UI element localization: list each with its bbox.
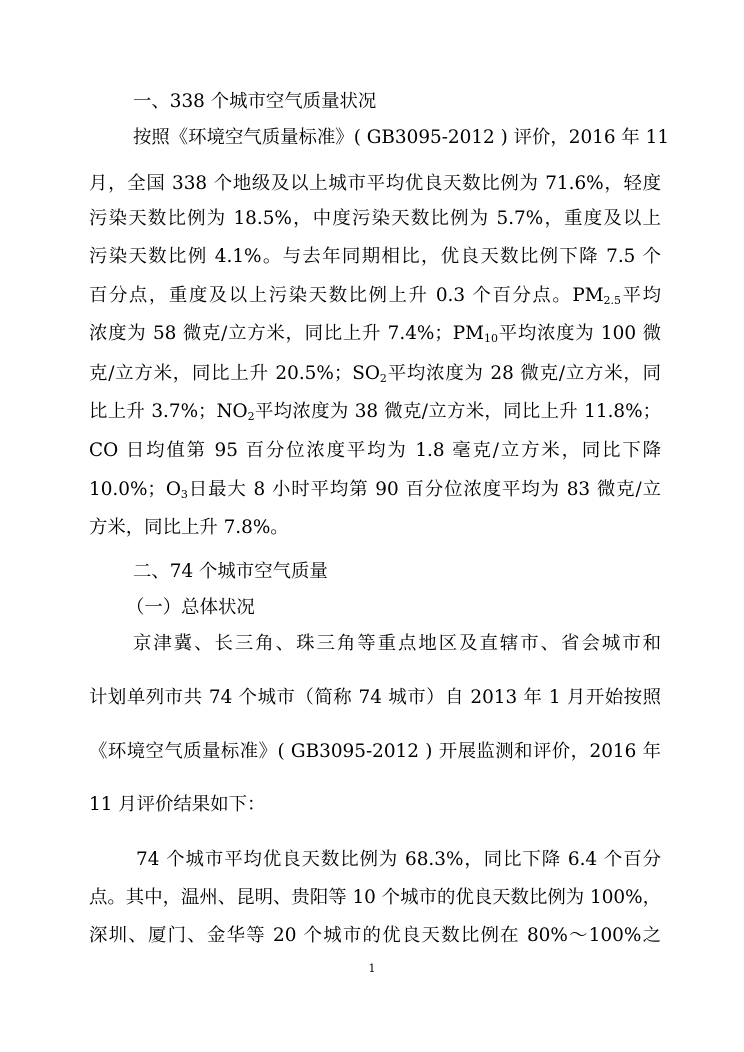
section2-subheading: （一）总体状况 [126, 597, 255, 618]
body-line: 深圳、厦门、金华等 20 个城市的优良天数比例在 80%～100%之 [89, 925, 661, 946]
body-line: 74 个城市平均优良天数比例为 68.3%，同比下降 6.4 个百分 [136, 849, 661, 870]
body-line: 按照《环境空气质量标准》( GB3095-2012 ) 评价，2016 年 11 [133, 127, 670, 148]
body-line: 月，全国 338 个地级及以上城市平均优良天数比例为 71.6%，轻度 [89, 173, 661, 194]
page-number: 1 [368, 962, 376, 975]
body-line: 京津冀、长三角、珠三角等重点地区及直辖市、省会城市和 [133, 633, 661, 654]
body-line: 11 月评价结果如下： [89, 794, 266, 815]
body-line: 污染天数比例为 18.5%，中度污染天数比例为 5.7%，重度及以上 [89, 208, 661, 229]
body-line: 点。其中，温州、昆明、贵阳等 10 个城市的优良天数比例为 100%， [89, 887, 661, 908]
section2-heading: 二、74 个城市空气质量 [133, 561, 328, 582]
body-line: 污染天数比例 4.1%。与去年同期相比，优良天数比例下降 7.5 个 [89, 246, 661, 267]
body-line: 百分点，重度及以上污染天数比例上升 0.3 个百分点。$PM_{2.5}$平均 [89, 285, 661, 307]
body-line: 方米，同比上升 7.8%。 [89, 517, 289, 538]
body-line: 《环境空气质量标准》( GB3095-2012 ) 开展监测和评价，2016 年 [89, 741, 661, 762]
section1-heading: 一、338 个城市空气质量状况 [133, 91, 377, 112]
body-line: 克/立方米，同比上升 20.5%；$SO_2$平均浓度为 28 微克/立方米，同 [89, 363, 661, 385]
body-line: 浓度为 58 微克/立方米，同比上升 7.4%；$PM_{10}$平均浓度为 100 微 [89, 323, 662, 345]
body-line: 10.0%；$O_3$日最大 8 小时平均第 90 百分位浓度平均为 83 微克/立 [89, 479, 661, 501]
body-line: 比上升 3.7%；$NO_2$平均浓度为 38 微克/立方米，同比上升 11.8%； [89, 401, 661, 423]
body-line: CO 日均值第 95 百分位浓度平均为 1.8 毫克/立方米，同比下降 [89, 440, 661, 461]
body-line: 计划单列市共 74 个城市（简称 74 城市）自 2013 年 1 月开始按照 [89, 687, 661, 708]
